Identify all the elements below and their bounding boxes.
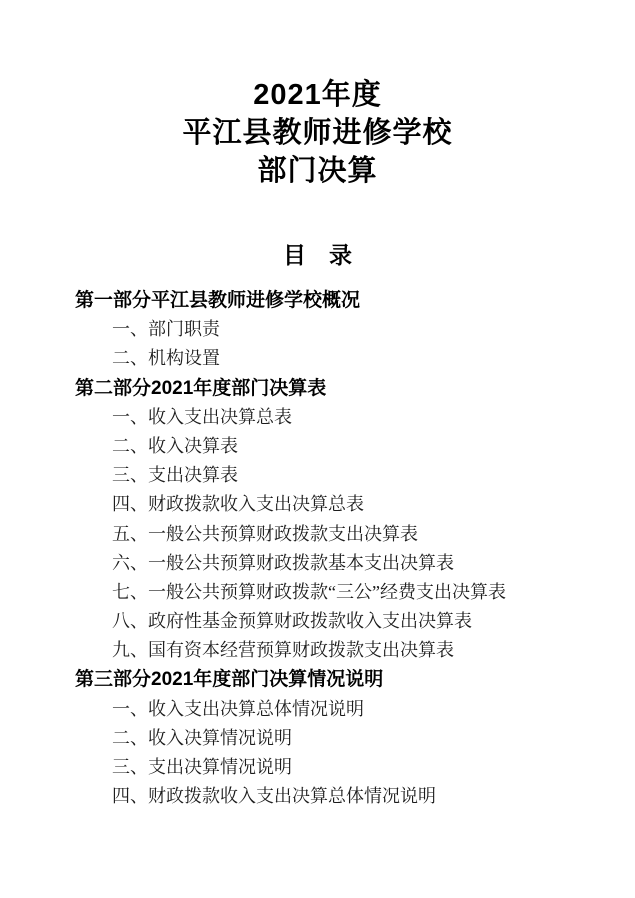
document-title-line-3: 部门决算: [257, 155, 378, 187]
toc-item: 六、一般公共预算财政拨款基本支出决算表: [112, 552, 454, 573]
document-title: [0, 76, 635, 190]
toc-heading: 目 录: [283, 243, 352, 268]
document-title-line-2: 平江县教师进修学校: [182, 117, 453, 149]
toc-item: 二、机构设置: [112, 348, 220, 369]
toc-item: 九、国有资本经营预算财政拨款支出决算表: [112, 640, 454, 661]
toc: [75, 286, 605, 811]
toc-item: 八、政府性基金预算财政拨款收入支出决算表: [112, 611, 472, 632]
toc-item: 七、一般公共预算财政拨款“三公”经费支出决算表: [112, 581, 506, 602]
toc-item: 一、部门职责: [112, 319, 220, 340]
toc-item: 一、收入支出决算总表: [112, 406, 292, 427]
toc-item: 四、财政拨款收入支出决算总体情况说明: [112, 786, 436, 807]
toc-item: 二、收入决算情况说明: [112, 727, 292, 748]
toc-section-heading: 第二部分2021年度部门决算表: [75, 377, 327, 399]
toc-section-heading: 第一部分平江县教师进修学校概况: [75, 290, 361, 311]
toc-item: 二、收入决算表: [112, 435, 238, 456]
toc-section-heading: 第三部分2021年度部门决算情况说明: [75, 669, 384, 691]
toc-item: 五、一般公共预算财政拨款支出决算表: [112, 523, 418, 544]
toc-item: 一、收入支出决算总体情况说明: [112, 698, 364, 719]
toc-item: 三、支出决算情况说明: [112, 757, 292, 777]
toc-item: 三、支出决算表: [112, 465, 238, 486]
document-title-line-1: 2021年度: [253, 79, 382, 111]
toc-item: 四、财政拨款收入支出决算总表: [112, 494, 364, 515]
